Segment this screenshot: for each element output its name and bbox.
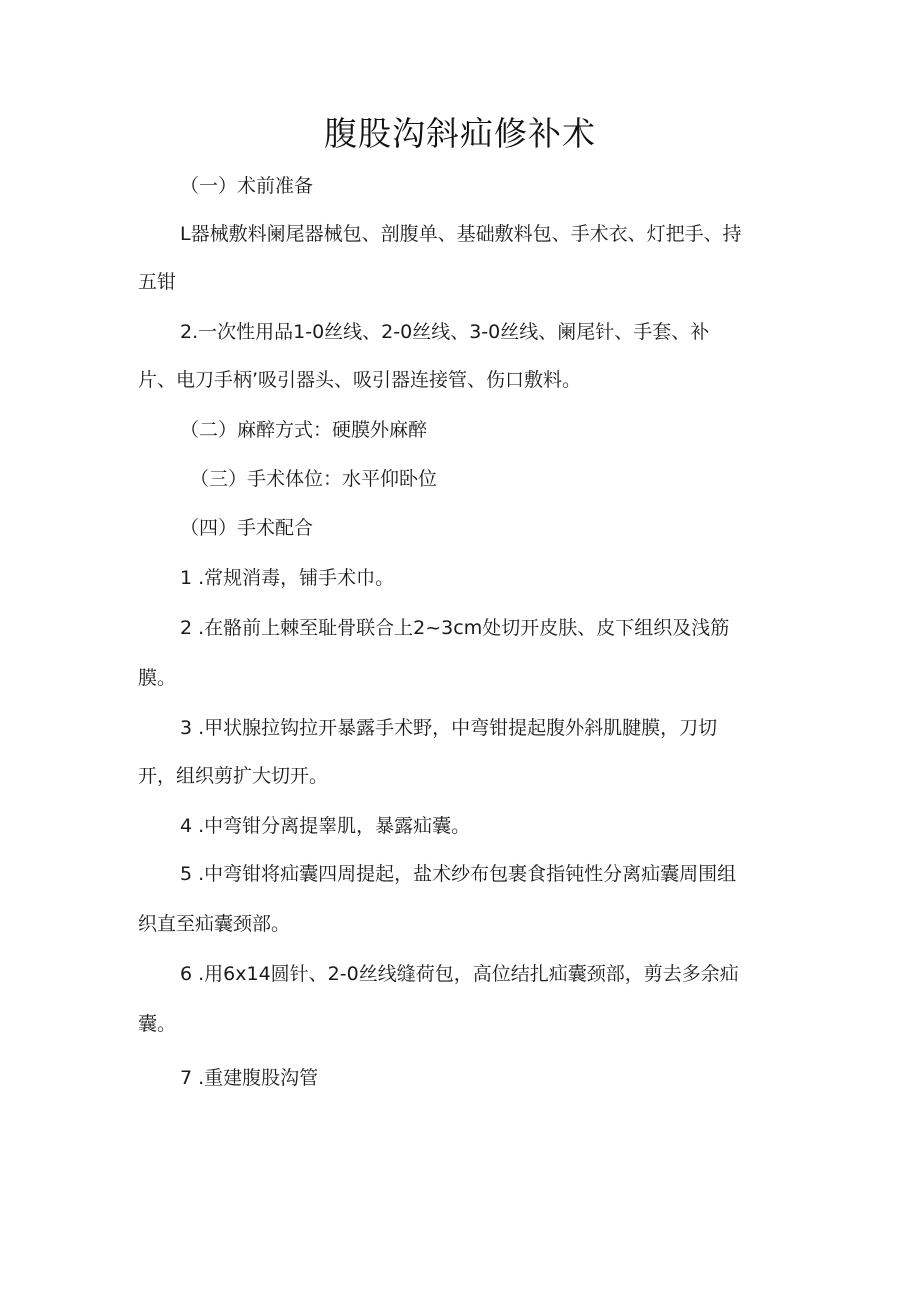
list-item: 1 .常规消毒，铺手术巾。 <box>180 567 395 589</box>
list-item: 7 .重建腹股沟管 <box>180 1067 319 1089</box>
list-item: 4 .中弯钳分离提睾肌，暴露疝囊。 <box>180 815 471 837</box>
list-item-continuation: 膜。 <box>138 667 177 689</box>
paragraph-line: L器械敷料阑尾器械包、剖腹单、基础敷料包、手术衣、灯把手、持 <box>180 223 742 245</box>
list-item: 2 .在骼前上棘至耻骨联合上2~3cm处切开皮肤、皮下组织及浅筋 <box>180 617 730 639</box>
list-item: 6 .用6x14圆针、2-0丝线缝荷包，高位结扎疝囊颈部，剪去多余疝 <box>180 963 739 985</box>
paragraph-line: 五钳 <box>138 271 177 293</box>
list-item-continuation: 囊。 <box>138 1013 177 1035</box>
section-heading-preop: （一）术前准备 <box>180 175 314 197</box>
list-item-continuation: 织直至疝囊颈部。 <box>138 913 291 935</box>
section-heading-anesthesia: （二）麻醉方式：硬膜外麻醉 <box>180 419 428 441</box>
section-heading-cooperation: （四）手术配合 <box>180 517 314 539</box>
paragraph-line: 2.一次性用品1-0丝线、2-0丝线、3-0丝线、阑尾针、手套、补 <box>180 321 710 343</box>
list-item-continuation: 开，组织剪扩大切开。 <box>138 765 329 787</box>
paragraph-line: 片、电刀手柄’吸引器头、吸引器连接管、伤口敷料。 <box>138 369 582 391</box>
list-item: 3 .甲状腺拉钩拉开暴露手术野，中弯钳提起腹外斜肌腱膜，刀切 <box>180 717 718 739</box>
document-title: 腹股沟斜疝修补术 <box>324 114 596 153</box>
list-item: 5 .中弯钳将疝囊四周提起，盐术纱布包裹食指钝性分离疝囊周围组 <box>180 863 737 885</box>
section-heading-position: （三）手术体位：水平仰卧位 <box>190 468 438 490</box>
